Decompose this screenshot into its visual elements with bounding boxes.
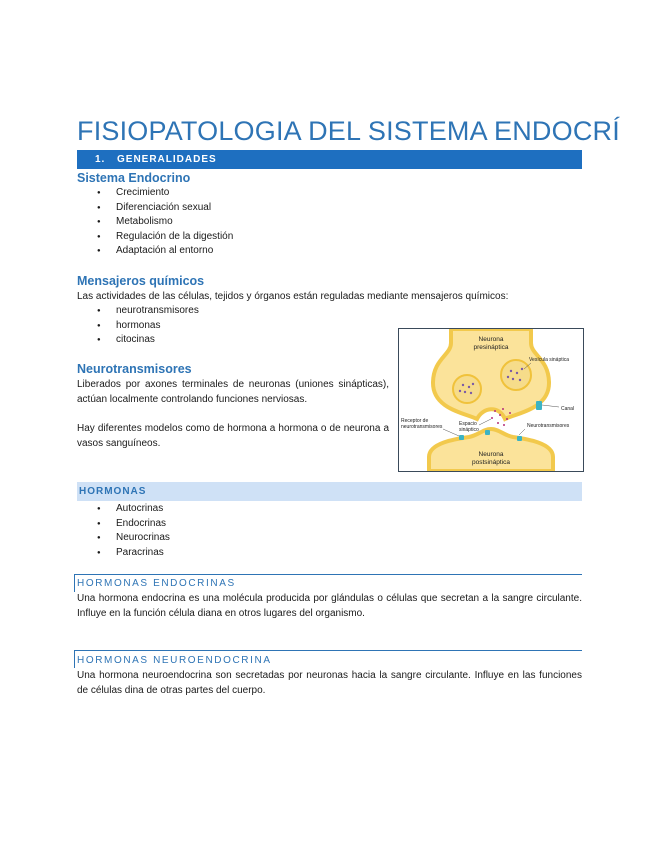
label-receptor-2: neurotransmisores xyxy=(401,424,443,430)
heading-mensajeros-quimicos: Mensajeros químicos xyxy=(77,274,205,288)
divider xyxy=(74,650,75,668)
divider xyxy=(74,650,582,651)
hormonas-neuroendocrina-text: Una hormona neuroendocrina son secretadas por neuronas hacia la sangre circulante. Influye en las funciones de células dina de otras partes del cuerpo. xyxy=(77,670,582,696)
heading-hormonas-endocrinas: HORMONAS ENDOCRINAS xyxy=(77,578,236,589)
list-item: ● Diferenciación sexual xyxy=(77,201,233,216)
label-postsinaptica-1: Neurona xyxy=(478,451,504,458)
channel-icon xyxy=(536,401,542,410)
label-vesicula: Vesícula sináptica xyxy=(529,357,570,363)
list-item: ● Crecimiento xyxy=(77,186,233,201)
section-hormonas-bar: HORMONAS xyxy=(77,482,582,501)
label-espacio-2: sináptico xyxy=(459,427,479,433)
label-receptor-1: Receptor de xyxy=(401,418,429,424)
label-postsinaptica-2: postsináptica xyxy=(472,459,510,466)
mensajeros-intro: Las actividades de las células, tejidos y órganos están reguladas mediante mensajeros químicos: xyxy=(77,291,509,302)
list-item: ● Adaptación al entorno xyxy=(77,244,233,259)
neurotransmisores-paragraph-2: Hay diferentes modelos como de hormona a hormona o de neurona a vasos sanguíneos. xyxy=(77,423,389,449)
label-neurotransmisores: Neurotransmisores xyxy=(527,423,570,429)
label-presinaptica-2: presináptica xyxy=(473,344,509,351)
section-label: GENERALIDADES xyxy=(117,154,217,165)
heading-hormonas-neuroendocrina: HORMONAS NEUROENDOCRINA xyxy=(77,655,272,666)
neurotransmisores-paragraph-1: Liberados por axones terminales de neuronas (uniones sinápticas), actúan localmente controlando funciones nerviosas. xyxy=(77,379,389,405)
vesicle-right-icon xyxy=(501,360,531,390)
label-espacio-1: Espacio xyxy=(459,421,477,427)
list-item: ● Neurocrinas xyxy=(77,531,170,546)
list-item: ● Endocrinas xyxy=(77,517,170,532)
label-canal: Canal xyxy=(561,406,575,412)
list-hormonas xyxy=(77,502,170,560)
list-sistema-endocrino xyxy=(77,186,233,259)
label-presinaptica-1: Neurona xyxy=(478,336,504,343)
heading-sistema-endocrino: Sistema Endocrino xyxy=(77,171,191,185)
list-mensajeros xyxy=(77,304,199,348)
synapse-illustration xyxy=(399,329,583,471)
list-item: ● Metabolismo xyxy=(77,215,233,230)
list-item: ● Regulación de la digestión xyxy=(77,230,233,245)
list-item: ● citocinas xyxy=(77,333,199,348)
hormonas-endocrinas-text: Una hormona endocrina es una molécula producida por glándulas o células que secretan a la sangre circulante. Influye en la función célula diana en otros lugares del organismo. xyxy=(77,593,582,619)
section-number: 1. xyxy=(95,154,106,165)
receptor-icon xyxy=(517,436,522,441)
divider xyxy=(74,574,75,592)
list-item: ● neurotransmisores xyxy=(77,304,199,319)
vesicle-left-icon xyxy=(453,375,481,403)
receptor-icon xyxy=(459,435,464,440)
receptor-icon xyxy=(485,430,490,435)
list-item: ● hormonas xyxy=(77,319,199,334)
synapse-diagram xyxy=(398,328,584,472)
list-item: ● Paracrinas xyxy=(77,546,170,561)
divider xyxy=(74,574,582,575)
list-item: ● Autocrinas xyxy=(77,502,170,517)
section-generalidades-bar xyxy=(77,150,582,169)
heading-neurotransmisores: Neurotransmisores xyxy=(77,362,192,376)
document-title: FISIOPATOLOGIA DEL SISTEMA ENDOCRÍ xyxy=(77,116,620,146)
